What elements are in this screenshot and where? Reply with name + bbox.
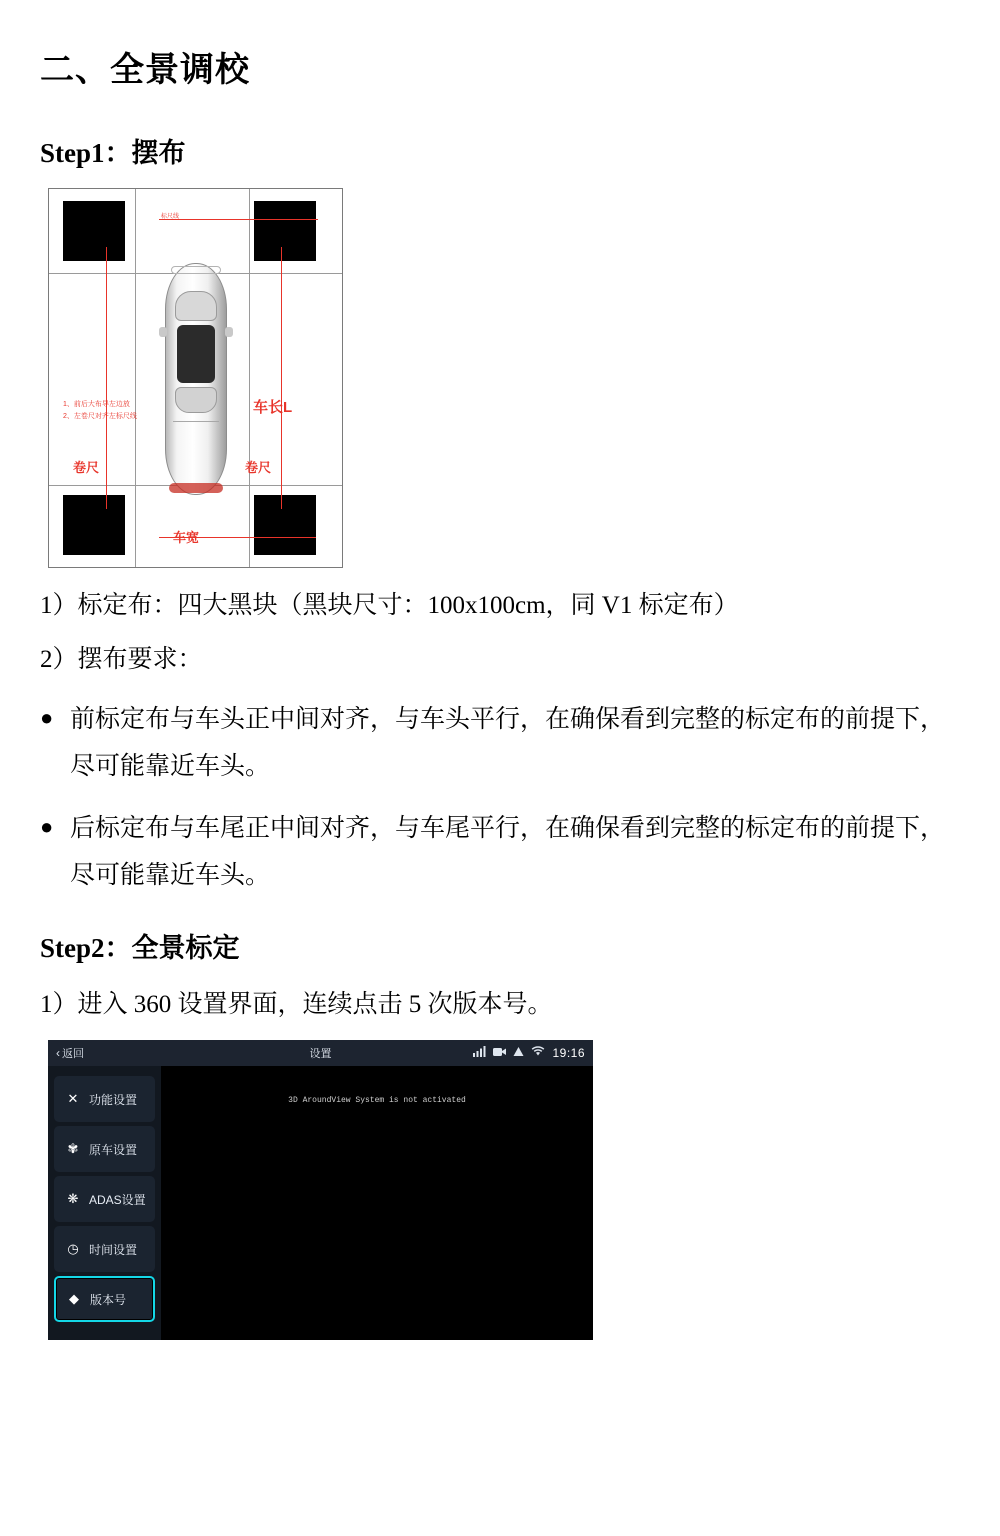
car-roof bbox=[177, 325, 215, 383]
label-car-width: 车宽 bbox=[173, 530, 200, 545]
sidebar-item-label: 功能设置 bbox=[89, 1092, 138, 1107]
car-mirror-left bbox=[159, 327, 167, 337]
sidebar-item-label: 时间设置 bbox=[89, 1242, 138, 1257]
car-rear-glass bbox=[175, 387, 217, 413]
red-ruler-line-left bbox=[106, 247, 107, 509]
tools-icon: ✕ bbox=[67, 1091, 79, 1107]
back-label: 返回 bbox=[62, 1048, 84, 1061]
bullet-icon: ● bbox=[40, 704, 54, 730]
sidebar-item-function-settings[interactable] bbox=[54, 1076, 155, 1122]
grid-line-v2 bbox=[249, 189, 250, 567]
label-tape-right: 卷尺 bbox=[245, 460, 272, 475]
label-tape-left: 卷尺 bbox=[73, 460, 100, 475]
grid-line-v1 bbox=[135, 189, 136, 567]
black-square-bottom-right bbox=[254, 495, 316, 555]
screen-title: 设置 bbox=[309, 1048, 332, 1061]
bullet-item-1 bbox=[40, 696, 960, 791]
black-square-top-left bbox=[63, 201, 125, 261]
calibration-layout-figure bbox=[48, 188, 343, 568]
settings-content-area bbox=[161, 1066, 593, 1340]
sidebar-item-label: ADAS设置 bbox=[89, 1192, 146, 1207]
bullet-item-2 bbox=[40, 805, 960, 900]
content-message: 3D AroundView System is not activated bbox=[288, 1096, 466, 1106]
car-trunk-line bbox=[173, 421, 219, 422]
label-car-length: 车长L bbox=[253, 399, 293, 416]
car-rear-bumper bbox=[169, 483, 223, 493]
sidebar-item-label: 版本号 bbox=[90, 1292, 127, 1307]
bullet-2-text: 后标定布与车尾正中间对齐，与车尾平行，在确保看到完整的标定布的前提下，尽可能靠近车头。 bbox=[70, 814, 946, 889]
clock-icon: ◷ bbox=[67, 1241, 79, 1257]
list-item-3: 1）进入 360 设置界面，连续点击 5 次版本号。 bbox=[40, 990, 553, 1018]
sidebar-item-time-settings[interactable] bbox=[54, 1226, 155, 1272]
black-square-bottom-left bbox=[63, 495, 125, 555]
sidebar-item-original-car-settings[interactable] bbox=[54, 1126, 155, 1172]
note-line-2: 2、左卷尺对齐左标尺线 bbox=[63, 413, 137, 420]
chevron-left-icon: ‹ bbox=[56, 1046, 60, 1061]
wifi-icon bbox=[531, 1046, 545, 1060]
black-square-top-right bbox=[254, 201, 316, 261]
clock-label: 19:16 bbox=[552, 1046, 585, 1061]
signal-bars-icon bbox=[473, 1046, 486, 1060]
head-unit-screenshot bbox=[48, 1040, 593, 1340]
sidebar-item-label: 原车设置 bbox=[89, 1142, 138, 1157]
sidebar-item-adas-settings[interactable] bbox=[54, 1176, 155, 1222]
car-top-view bbox=[159, 263, 233, 495]
bullet-icon: ● bbox=[40, 813, 54, 839]
radar-icon: ❋ bbox=[67, 1191, 79, 1207]
car-front-bumper bbox=[171, 266, 221, 274]
sidebar-item-version-number[interactable] bbox=[54, 1276, 155, 1322]
red-top-ruler bbox=[159, 219, 318, 220]
step2-heading: Step2：全景标定 bbox=[40, 932, 240, 963]
note-line-1: 1、前后大布导左边放 bbox=[63, 401, 130, 408]
car-mirror-right bbox=[225, 327, 233, 337]
car-windshield bbox=[175, 291, 217, 321]
camera-icon bbox=[493, 1046, 506, 1060]
list-item-2: 2）摆布要求： bbox=[40, 645, 203, 673]
gear-icon: ✾ bbox=[67, 1141, 79, 1157]
bullet-1-text: 前标定布与车头正中间对齐，与车头平行，在确保看到完整的标定布的前提下，尽可能靠近车头。 bbox=[70, 705, 946, 780]
layers-icon: ◆ bbox=[69, 1291, 79, 1307]
label-top-ruler: 标尺线 bbox=[161, 214, 180, 220]
red-ruler-line-right bbox=[281, 247, 282, 509]
triangle-up-icon bbox=[513, 1046, 524, 1060]
step1-heading: Step1：摆布 bbox=[40, 138, 186, 168]
page-title: 二、全景调校 bbox=[40, 52, 250, 89]
list-item-1: 1）标定布：四大黑块（黑块尺寸：100x100cm，同 V1 标定布） bbox=[40, 592, 739, 619]
settings-sidebar bbox=[48, 1066, 161, 1340]
head-unit-topbar bbox=[48, 1040, 593, 1066]
status-area bbox=[473, 1040, 585, 1066]
